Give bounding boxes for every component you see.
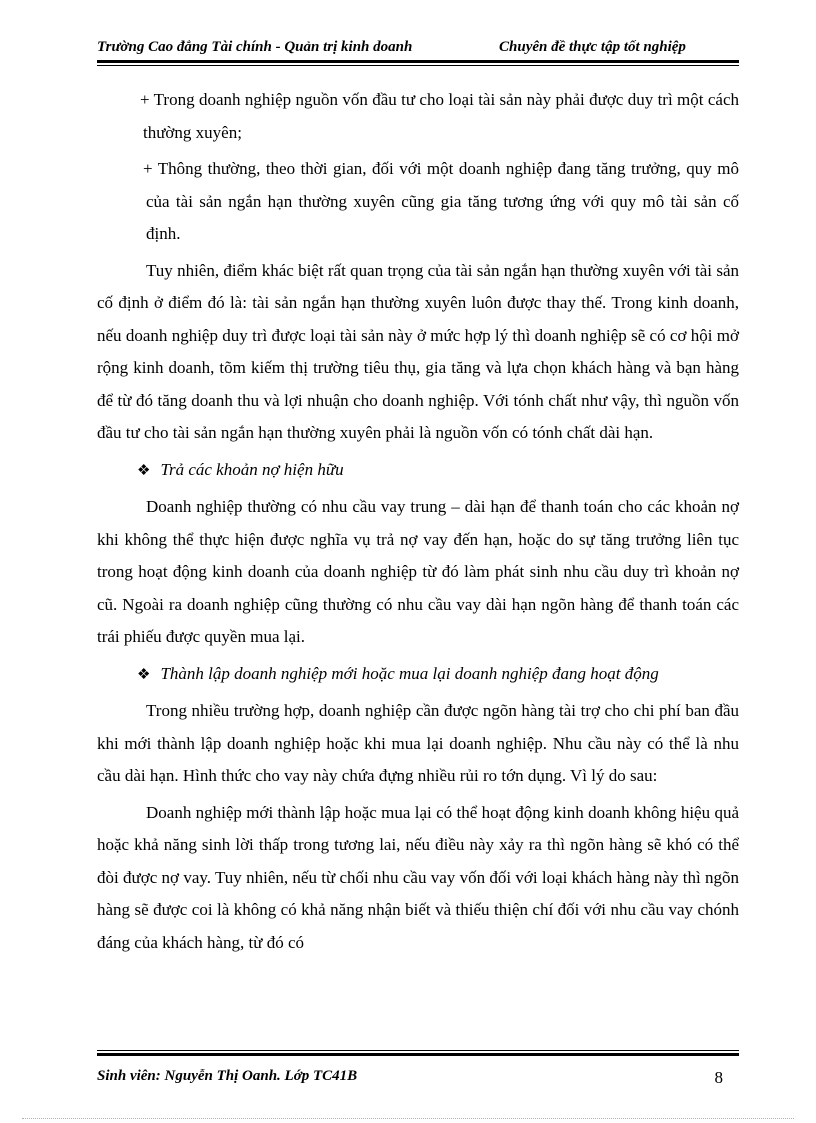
page-number: 8: [714, 1068, 723, 1087]
header-rule-thick: [97, 60, 739, 63]
page-footer: [97, 1068, 739, 1090]
diamond-bullet-icon: ❖: [137, 666, 151, 683]
section-heading-1: [97, 454, 739, 488]
header-rule-thin: [97, 65, 739, 66]
body-paragraph-1: Tuy nhiên, điểm khác biệt rất quan trọng của tài sản ngắn hạn thường xuyên với tài sản cố định ở điểm đó là: tài sản ngắn hạn thường xuyên luôn được thay thế. Trong kinh doanh, nếu doanh nghiệp duy trì được loại tài sản này ở mức hợp lý thì doanh nghiệp sẽ có cơ hội mở rộng kinh doanh, tõm kiếm thị trường tiêu thụ, gia tăng và lựa chọn khách hàng và bạn hàng để từ đó tăng doanh thu và lợi nhuận cho doanh nghiệp. Với tónh chất như vậy, thì nguồn vốn đầu tư cho tài sản ngắn hạn thường xuyên phải là nguồn vốn có tónh chất dài hạn.: [97, 260, 739, 442]
body-paragraph-3: Trong nhiều trường hợp, doanh nghiệp cần được ngõn hàng tài trợ cho chi phí ban đầu khi mới thành lập doanh nghiệp hoặc khi mua lại doanh nghiệp. Nhu cầu này có thể là nhu cầu dài hạn. Hình thức cho vay này chứa đựng nhiều rủi ro tớn dụng. Vì lý do sau:: [97, 701, 739, 785]
footer-rule-thin: [97, 1050, 739, 1051]
bullet-paragraph-1: + Trong doanh nghiệp nguồn vốn đầu tư cho loại tài sản này phải được duy trì một cách thường xuyên;: [140, 90, 739, 142]
document-body: [97, 84, 739, 963]
page-bottom-dotted-line: [22, 1118, 794, 1119]
diamond-bullet-icon: ❖: [137, 462, 151, 479]
body-paragraph-4: Doanh nghiệp mới thành lập hoặc mua lại có thể hoạt động kinh doanh không hiệu quả hoặc khả năng sinh lời thấp trong tương lai, nếu điều này xảy ra thì ngõn hàng sẽ khó có thể đòi được nợ vay. Tuy nhiên, nếu từ chối nhu cầu vay vốn đối với loại khách hàng này thì ngõn hàng sẽ được coi là không có khả năng nhận biết và thiếu thiện chí đối với nhu cầu vay chónh đáng của khách hàng, từ đó có: [97, 802, 739, 952]
body-paragraph-2: Doanh nghiệp thường có nhu cầu vay trung – dài hạn để thanh toán cho các khoản nợ khi không thể thực hiện được nghĩa vụ trả nợ vay đến hạn, hoặc do sự tăng trưởng liên tục trong hoạt động kinh doanh của doanh nghiệp từ đó làm phát sinh nhu cầu duy trì khoản nợ cũ. Ngoài ra doanh nghiệp cũng thường có nhu cầu vay dài hạn ngõn hàng để thanh toán các trái phiếu được quyền mua lại.: [97, 497, 739, 646]
footer-rule-thick: [97, 1053, 739, 1056]
section-heading-2-text: Thành lập doanh nghiệp mới hoặc mua lại doanh nghiệp đang hoạt động: [160, 663, 659, 683]
footer-student-info: Sinh viên: Nguyễn Thị Oanh. Lớp TC41B: [97, 1068, 358, 1084]
section-heading-2: [97, 658, 739, 692]
header-school-name: Trường Cao đẳng Tài chính - Quản trị kinh doanh: [97, 39, 413, 55]
page-header: [97, 36, 739, 58]
header-document-title: Chuyên đề thực tập tốt nghiệp: [499, 39, 686, 55]
section-heading-1-text: Trả các khoản nợ hiện hữu: [160, 459, 344, 479]
bullet-paragraph-2: + Thông thường, theo thời gian, đối với một doanh nghiệp đang tăng trưởng, quy mô của tài sản ngắn hạn thường xuyên cũng gia tăng tương ứng với quy mô tài sản cố định.: [143, 159, 739, 243]
